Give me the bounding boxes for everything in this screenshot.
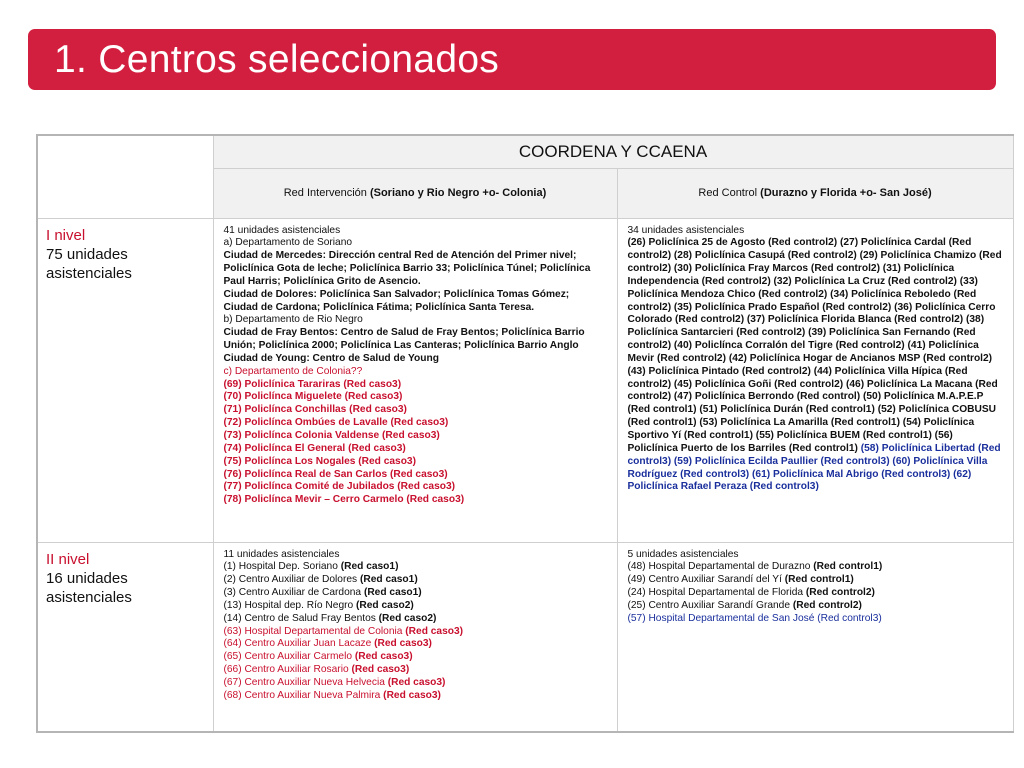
level-count: 75 unidades asistenciales — [46, 245, 132, 282]
title-bar — [28, 29, 996, 90]
centers-table — [36, 134, 1014, 733]
hospital-name: (65) Centro Auxiliar Carmelo — [223, 651, 355, 663]
list-item — [224, 638, 607, 651]
list-item: (75) Policlínca Los Nogales (Red caso3) — [223, 455, 416, 467]
intervencion-cell-2 — [213, 542, 617, 732]
list-item — [224, 613, 607, 626]
intervencion-header — [213, 168, 617, 218]
control-cell-2 — [617, 542, 1013, 732]
hospital-name: (68) Centro Auxiliar Nueva Palmira — [223, 689, 384, 701]
hospital-name: (49) Centro Auxiliar Sarandí del Yí — [627, 574, 785, 586]
list-item — [628, 587, 1003, 600]
network-tag: (Red caso3) — [351, 664, 410, 676]
network-tag: (Red caso2) — [378, 612, 437, 624]
control-header — [617, 168, 1013, 218]
intervencion-header-label: Red Intervención — [283, 187, 370, 199]
network-tag: (Red caso3) — [387, 676, 446, 688]
hospital-name: (67) Centro Auxiliar Nueva Helvecia — [223, 676, 388, 688]
department-heading: b) Departamento de Rio Negro — [223, 314, 363, 326]
level-cell-2 — [37, 542, 213, 732]
page-title: 1. Centros seleccionados — [54, 37, 500, 81]
list-item — [628, 561, 1003, 574]
list-item — [224, 651, 607, 664]
unit-count: 11 unidades asistenciales — [223, 548, 340, 560]
list-item: (69) Policlínica Tarariras (Red caso3) — [223, 378, 402, 390]
list-item: (76) Policlínca Real de San Carlos (Red caso3) — [223, 468, 448, 480]
hospital-name: (2) Centro Auxiliar de Dolores — [223, 574, 360, 586]
list-item: (78) Policlínca Mevir – Cerro Carmelo (Red caso3) — [223, 494, 465, 506]
hospital-name: (64) Centro Auxiliar Juan Lacaze — [223, 638, 375, 650]
hospital-name: (24) Hospital Departamental de Florida — [627, 587, 806, 599]
list-item — [224, 600, 607, 613]
network-tag: (Red caso1) — [340, 561, 399, 573]
network-tag: (Red control2) — [805, 587, 875, 599]
network-tag: (Red caso3) — [354, 651, 413, 663]
corner-cell — [37, 135, 213, 218]
city-entry: Ciudad de Fray Bentos: Centro de Salud de Fray Bentos; Policlínica Barrio Unión; Policlínica 2000; Policlínica Las Canteras; Policlínica Barrio Anglo — [223, 327, 585, 352]
list-item — [628, 574, 1003, 587]
list-item — [628, 600, 1003, 613]
network-tag: (Red caso3) — [383, 689, 441, 701]
network-tag: (Red control2) — [792, 599, 862, 611]
network-tag: (Red caso2) — [356, 599, 414, 611]
table-row-nivel-2 — [37, 542, 1013, 732]
list-item — [224, 626, 607, 639]
hospital-name: (25) Centro Auxiliar Sarandí Grande — [627, 599, 793, 611]
hospital-name: (63) Hospital Departamental de Colonia — [223, 625, 406, 637]
intervencion-cell-1 — [213, 218, 617, 542]
level-name: I nivel — [46, 226, 86, 244]
network-tag: (Red control1) — [784, 574, 854, 586]
policlinic-list — [628, 237, 1003, 494]
header-row — [37, 135, 1013, 168]
level-cell-1 — [37, 218, 213, 542]
hospital-name: (3) Centro Auxiliar de Cardona — [223, 587, 364, 599]
hospital-name: (48) Hospital Departamental de Durazno — [627, 561, 814, 573]
list-item: (77) Policlínca Comité de Jubilados (Red caso3) — [223, 481, 456, 493]
control-header-region: (Durazno y Florida +o- San José) — [760, 187, 932, 199]
list-item: (74) Policlínca El General (Red caso3) — [223, 442, 406, 454]
list-item — [224, 677, 607, 690]
department-heading: c) Departamento de Colonia?? — [223, 365, 363, 377]
table-row-nivel-1 — [37, 218, 1013, 542]
list-item: (57) Hospital Departamental de San José (Red control3) — [627, 612, 882, 624]
list-item: (72) Policlínca Ombúes de Lavalle (Red caso3) — [223, 417, 449, 429]
list-item: (73) Policlínca Colonia Valdense (Red caso3) — [223, 430, 440, 441]
list-item — [224, 587, 607, 600]
department-heading: a) Departamento de Soriano — [223, 237, 353, 249]
hospital-name: (13) Hospital dep. Río Negro — [223, 599, 357, 611]
unit-count: 41 unidades asistenciales — [223, 224, 341, 236]
hospital-name: (66) Centro Auxiliar Rosario — [223, 664, 352, 676]
list-item: (71) Policlínca Conchillas (Red caso3) — [223, 404, 407, 416]
city-entry: Ciudad de Mercedes: Dirección central Red de Atención del Primer nivel; Policlínica Gota de leche; Policlínica Barrio 33; Policlínica Túnel; Policlínica Paul Harris; Policlínica Grito de Asencio. — [223, 250, 591, 287]
network-tag: (Red caso1) — [363, 587, 422, 599]
coordena-header: COORDENA Y CCAENA — [213, 135, 1013, 168]
list-item: (70) Policlínca Miguelete (Red caso3) — [223, 391, 403, 403]
list-item — [224, 574, 607, 587]
level-name: II nivel — [46, 550, 90, 568]
control-cell-1 — [617, 218, 1013, 542]
hospital-name: (1) Hospital Dep. Soriano — [223, 561, 341, 573]
unit-count: 5 unidades asistenciales — [627, 548, 739, 560]
network-tag: (Red caso1) — [359, 574, 418, 586]
network-tag: (Red control1) — [813, 561, 883, 573]
hospital-name: (14) Centro de Salud Fray Bentos — [223, 612, 379, 624]
list-item — [224, 690, 607, 703]
control-list-black: (26) Policlínica 25 de Agosto (Red control2) (27) Policlínica Cardal (Red control2) (28) Policlínica Casupá (Red control2) (29) Policlínica Chamizo (Red control2) (30) Policlínica Fray Marcos (Red control2) (31) Policlínica Independencia (Red control2) (32) Policlínica La Cruz (Red control2) (33) Policlínica Mendoza Chico (Red control2) (34) Policlínica Reboledo (Red control2) (35) Policlínica Prado Español (Red control2) (36) Policlínica Cerro Colorado (Red control2) (37) Policlínica Florida Blanca (Red control2) (38) Policlínica Santarcieri (Red control2) (39) Policlínica San Fernando (Red control2) (40) Policlínca Corralón del Tigre (Red control2) (41) Policlínica Mevir (Red control2) (42) Policlínica Hogar de Ancianos MSP (Red control2) (43) Policlínica Pintado (Red control2) (44) Policlínica Villa Hípica (Red control2) (45) Policlínica Goñi (Red control2) (46) Policlínica La Macana (Red control2) (47) Policlínica Berrondo (Red control) (50) Policlínica M.A.P.E.P (Red control1) (51) Policlínica Durán (Red control1) (52) Policlínica COBUSU (Red control1) (53) Policlínica La Amarilla (Red control1) (54) Policlínica Sportivo Yí (Red control1) (55) Policlínica BUEM (Red control1) (56) Policlínica Puerto de los Barriles (Red control1) — [627, 237, 1002, 454]
list-item — [224, 664, 607, 677]
list-item — [224, 561, 607, 574]
network-tag: (Red caso3) — [374, 638, 432, 650]
intervencion-header-region: (Soriano y Rio Negro +o- Colonia) — [369, 187, 547, 199]
city-entry: Ciudad de Young: Centro de Salud de Young — [223, 352, 439, 364]
level-count: 16 unidades asistenciales — [46, 569, 132, 606]
control-header-label: Red Control — [698, 187, 761, 199]
city-entry: Ciudad de Dolores: Policlínica San Salvador; Policlínica Tomas Gómez; Ciudad de Cardona; Policlínica Fátima; Policlínica Santa Teresa. — [223, 288, 570, 313]
network-tag: (Red caso3) — [405, 625, 464, 637]
unit-count: 34 unidades asistenciales — [627, 224, 745, 236]
control-list-blue: (58) Policlínica Libertad (Red control3) (59) Policlínica Ecilda Paullier (Red control3) (60) Policlínica Villa Rodríguez (Red control3) (61) Policlínica Mal Abrigo (Red control3) (62) Policlínica Rafael Peraza (Red control3) — [627, 442, 1001, 493]
